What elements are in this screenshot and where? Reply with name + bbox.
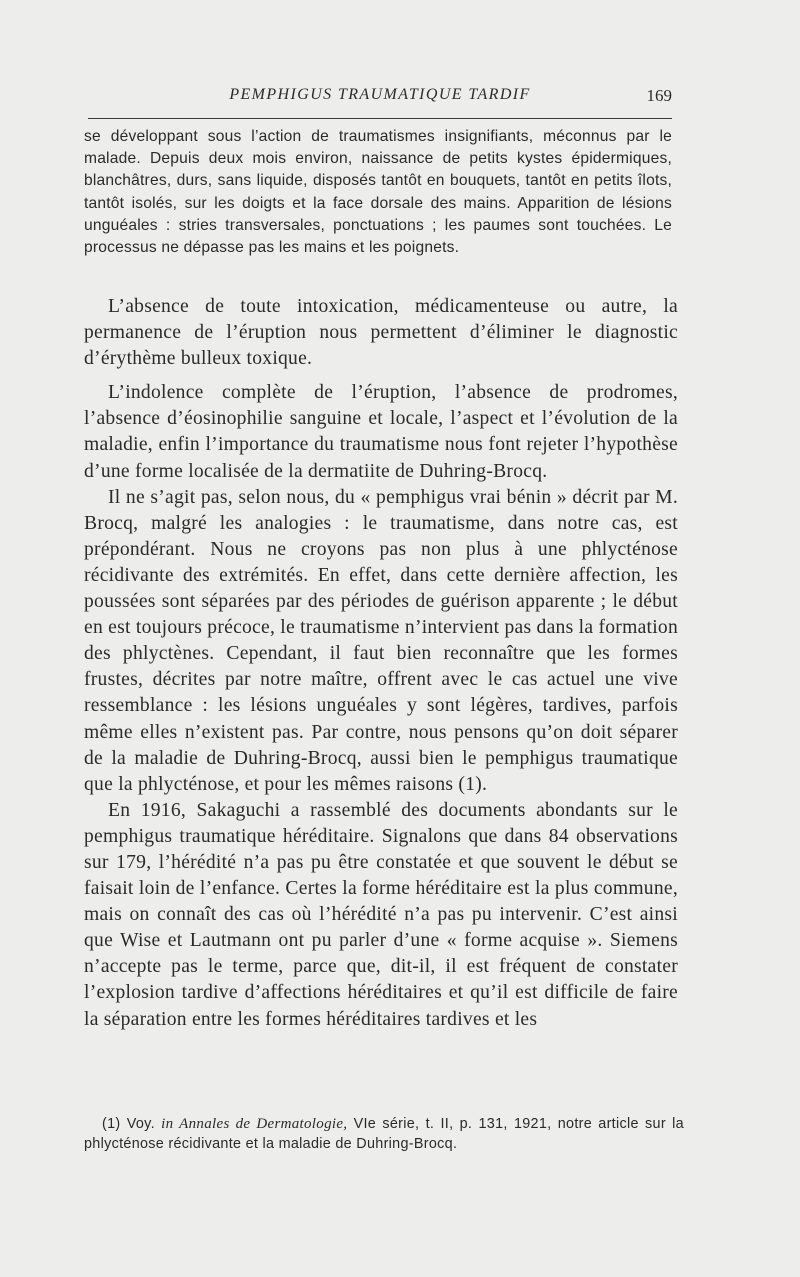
header-rule [88, 118, 672, 119]
paragraph-pemphigus-vrai: Il ne s’agit pas, selon nous, du « pemphigus vrai bénin » décrit par M. Brocq, malgré les analogies : le traumatisme, dans notre cas, est prépondérant. Nous ne croyons pas non plus à une phlycténose récidivante des extrémités. En effet, dans cette dernière affection, les poussées sont séparées par des périodes de guérison apparente ; le début en est toujours précoce, le traumatisme n’intervient pas dans la formation des phlyctènes. Cependant, il faut bien reconnaître que les formes frustes, décrites par notre maître, offrent avec le cas actuel une vive ressemblance : les lésions unguéales y sont légères, tardives, parfois même elles n’existent pas. Par contre, nous pensons qu’on doit séparer de la maladie de Duhring-Brocq, aussi bien le pemphigus traumatique que la phlycténose, et pour les mêmes raisons (1). [84, 486, 678, 795]
main-text [84, 294, 678, 1033]
footnote-marker: (1) Voy. [102, 1116, 155, 1132]
footnote [84, 1114, 684, 1154]
paragraph-intoxication: L’absence de toute intoxication, médicamenteuse ou autre, la permanence de l’éruption nous permettent d’éliminer le diagnostic d’érythème bulleux toxique. [84, 296, 678, 370]
footnote-journal: in Annales de Dermatologie, [161, 1116, 348, 1132]
page-header [88, 86, 672, 116]
paragraph-sakaguchi: En 1916, Sakaguchi a rassemblé des documents abondants sur le pemphigus traumatique héréditaire. Signalons que dans 84 observations sur 179, l’hérédité n’a pas pu être constatée et que souvent le début se faisait loin de l’enfance. Certes la forme héréditaire est la plus commune, mais on connaît des cas où l’hérédité n’a pas pu intervenir. C’est ainsi que Wise et Lautmann ont pu parler d’une « forme acquise ». Siemens n’accepte pas le terme, parce que, dit-il, il est fréquent de constater l’explosion tardive d’affections héréditaires et qu’il est difficile de faire la séparation entre les formes héréditaires tardives et les [84, 799, 678, 1030]
paragraph-indolence: L’indolence complète de l’éruption, l’absence de prodromes, l’absence d’éosinophilie sanguine et locale, l’aspect et l’évolution de la maladie, enfin l’importance du traumatisme nous font rejeter l’hypothèse d’une forme localisée de la dermatiite de Duhring-Brocq. [84, 382, 678, 482]
footnote-details: VIe série, t. II, p. 131, 1921, notre article sur la phlycténose récidivante et la maladie de Duhring-Brocq. [84, 1116, 684, 1152]
page-number: 169 [646, 86, 672, 105]
intro-paragraph: se développant sous l’action de traumatismes insignifiants, méconnus par le malade. Depuis deux mois environ, naissance de petits kystes épidermiques, blanchâtres, durs, sans liquide, disposés tantôt en bouquets, tantôt en petits îlots, tantôt isolés, sur les doigts et la face dorsale des mains. Apparition de lésions unguéales : stries transversales, ponctuations ; les paumes sont touchées. Le processus ne dépasse pas les mains et les poignets. [84, 128, 672, 257]
running-title: PEMPHIGUS TRAUMATIQUE TARDIF [229, 86, 531, 103]
